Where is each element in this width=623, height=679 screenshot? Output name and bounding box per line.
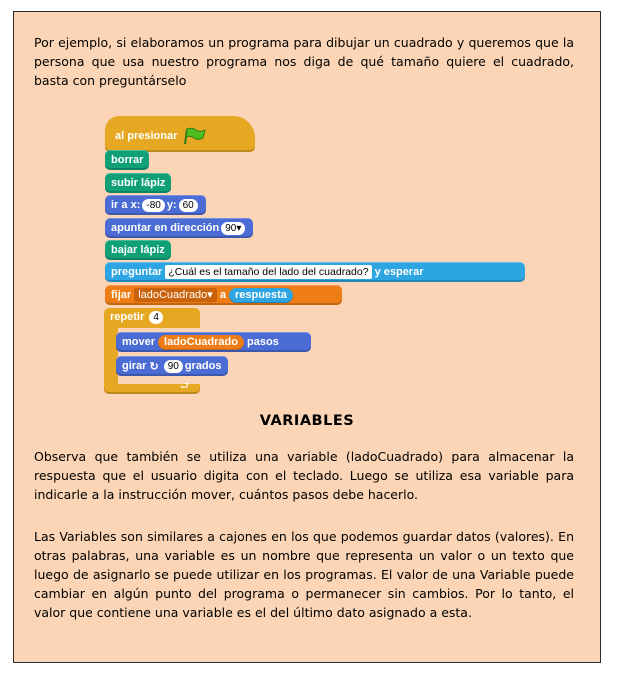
variable-definition-paragraph: Las Variables son similares a cajones en los que podemos guardar datos (valores). En otras palabras, una variable es un nombre que representa un valor o un texto que luego de asignarlo se puede utilizar en los programas. El valor de una Variable puede cambiar en algún punto del programa o permanecer sin cambios. Por lo tanto, el valor que contiene una variable es el del último dato asignado a esta. — [34, 529, 574, 620]
x-value-input[interactable]: -80 — [142, 199, 164, 212]
answer-reporter[interactable]: respuesta — [229, 288, 293, 303]
green-flag-icon — [183, 127, 207, 145]
variable-explanation-paragraph: Observa que también se utiliza una variable (ladoCuadrado) para almacenar la respuesta que el usuario digita con el teclado. Luego se utiliza esa variable para indicarle a la instrucción mover, cuántos pasos debe hacerlo. — [34, 449, 574, 502]
repeat-label: repetir — [110, 311, 145, 323]
loop-arrow-icon: ⮐ — [180, 381, 189, 392]
pen-up-block[interactable] — [105, 173, 171, 193]
ask-label: preguntar — [111, 266, 163, 278]
pen-up-label: subir lápiz — [111, 177, 166, 189]
set-variable-block[interactable] — [105, 285, 342, 305]
to-label: a — [219, 289, 226, 301]
move-label: mover — [122, 336, 156, 348]
pen-down-label: bajar lápiz — [111, 244, 165, 256]
direction-dropdown[interactable]: 90▾ — [221, 222, 245, 235]
y-value-input[interactable]: 60 — [179, 199, 198, 212]
clear-label: borrar — [111, 154, 144, 166]
intro-paragraph: Por ejemplo, si elaboramos un programa para dibujar un cuadrado y queremos que la persona que usa nuestro programa nos diga de qué tamaño quiere el cuadrado, basta con preguntárselo — [34, 35, 574, 88]
repeat-count-input[interactable]: 4 — [149, 311, 163, 324]
go-to-xy-block[interactable] — [105, 195, 206, 215]
variable-dropdown[interactable]: ladoCuadrado▾ — [134, 288, 217, 302]
side-length-reporter[interactable]: ladoCuadrado — [158, 335, 244, 350]
turn-degrees-block[interactable] — [116, 356, 228, 376]
question-text-input[interactable]: ¿Cuál es el tamaño del lado del cuadrado? — [165, 265, 371, 279]
degrees-label: grados — [184, 360, 222, 372]
section-heading: VARIABLES — [259, 413, 355, 429]
and-wait-label: y esperar — [374, 266, 424, 278]
when-flag-clicked-block[interactable] — [105, 116, 255, 152]
degrees-input[interactable]: 90 — [164, 360, 183, 373]
repeat-header — [110, 311, 165, 324]
when-flag-label: al presionar — [115, 130, 178, 142]
go-to-label: ir a x: — [111, 199, 141, 211]
point-direction-label: apuntar en dirección — [111, 222, 220, 234]
turn-label: girar — [122, 360, 147, 372]
steps-label: pasos — [246, 336, 279, 348]
move-steps-block[interactable] — [116, 332, 311, 352]
rotate-right-icon: ↻ — [149, 360, 159, 373]
clear-block[interactable] — [105, 150, 149, 170]
point-in-direction-block[interactable] — [105, 218, 253, 238]
ask-and-wait-block[interactable] — [105, 262, 525, 282]
y-label: y: — [166, 199, 177, 211]
set-label: fijar — [111, 289, 132, 301]
pen-down-block[interactable] — [105, 240, 171, 260]
